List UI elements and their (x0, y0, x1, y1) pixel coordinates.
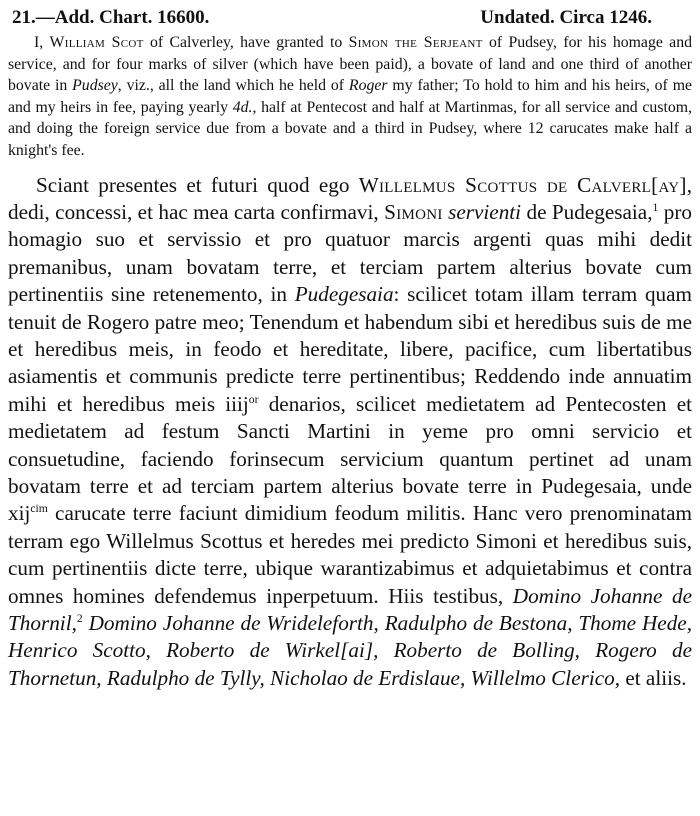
latin-place: Pudegesaia (294, 282, 394, 307)
place-name: Pudsey (72, 77, 118, 95)
witness-1: Domino Johanne de Thornil, (8, 583, 692, 636)
summary-text-1: I, (34, 34, 50, 51)
latin-text-9: et aliis. (620, 665, 687, 690)
latin-grantee: Simoni (384, 199, 443, 224)
footnote-ref-2[interactable]: 2 (76, 612, 83, 625)
latin-text-4: de Pudegesaia, (521, 199, 653, 224)
summary-text-2: of Calverley, have granted to (143, 34, 349, 51)
latin-serviens: servienti (448, 199, 522, 224)
summary-text-5: my father; To hold to him and his heirs, of me and my heirs in fee, paying yearly (8, 77, 692, 116)
latin-text-5: pro homagio suo et servissio et pro quatuor marcis argenti quas mihi dedit premanibus, unam bovatam terre, et terciam partem alterius bovate cum pertinentiis sine retenemento, in (8, 199, 692, 307)
grantor-name: William Scot (49, 34, 144, 51)
superscript-or: or (248, 392, 259, 406)
latin-text-1: Sciant presentes et futuri quod ego (36, 172, 359, 197)
latin-text-6: : scilicet totam illam terram quam tenuit de Rogero patre meo; Tenendum et habendum sibi et heredibus suis de me et heredibus meis, in feodo et hereditate, libere, pacifice, cum libertatibus asiamentis et communis predicte terre pertinentibus; Reddendo inde annuatim mihi et heredibus meis iiij (8, 282, 693, 416)
latin-text-7: denarios, scilicet medietatem ad Pentecosten et medietatem ad festum Sancti Martini in yeme pro omni servicio et consuetudine, faciendo forinsecum servicium quantum pertinet ad unam bovatam terre et ad terciam partem alterius bovate terre in Pudegesaia, unde xij (8, 391, 692, 526)
charter-header (12, 6, 652, 30)
english-summary (8, 32, 692, 162)
latin-text-2: , dedi, concessi, et hac mea carta confirmavi, (8, 172, 692, 224)
latin-text (8, 172, 692, 693)
footnote-ref-1[interactable]: 1 (652, 200, 659, 214)
charter-number: 21.—Add. Chart. 16600. (12, 7, 210, 28)
roger-name: Roger (348, 77, 388, 95)
witness-list: Domino Johanne de Wrideleforth, Radulpho de Bestona, Thome Hede, Henrico Scotto, Roberto de Wirkel[ai], Roberto de Bolling, Rogero de Thornetun, Radulpho de Tylly, Nicholao de Erdislaue, Willelmo Clerico, (8, 611, 692, 690)
grantee-name: Simon the Serjeant (348, 34, 483, 51)
latin-grantor: Willelmus Scottus de Calverl[ay] (358, 172, 687, 197)
rent-amount: 4d. (232, 98, 253, 116)
superscript-cim: cim (30, 502, 48, 516)
summary-text-6: , half at Pentecost and half at Martinmas, for all service and custom, and doing the foreign service due from a bovate and a third in Pudsey, where 12 carucates make half a knight's fee. (8, 98, 692, 159)
summary-text-3: of Pudsey, for his homage and service, and for four marks of silver (which have been paid), a bovate of land and one third of another bovate in (8, 34, 692, 95)
summary-text-4: , viz., all the land which he held of (117, 77, 349, 95)
charter-date: Undated. Circa 1246. (480, 7, 652, 28)
latin-text-8: carucate terre faciunt dimidium feodum militis. Hanc vero prenominatam terram ego Willelmus Scottus et heredes mei predicto Simoni et heredibus suis, cum pertinentiis dicte terre, ubique warantizabimus et adquietabimus et contra omnes homines defendemus inperpetuum. Hiis testibus, (8, 501, 692, 608)
